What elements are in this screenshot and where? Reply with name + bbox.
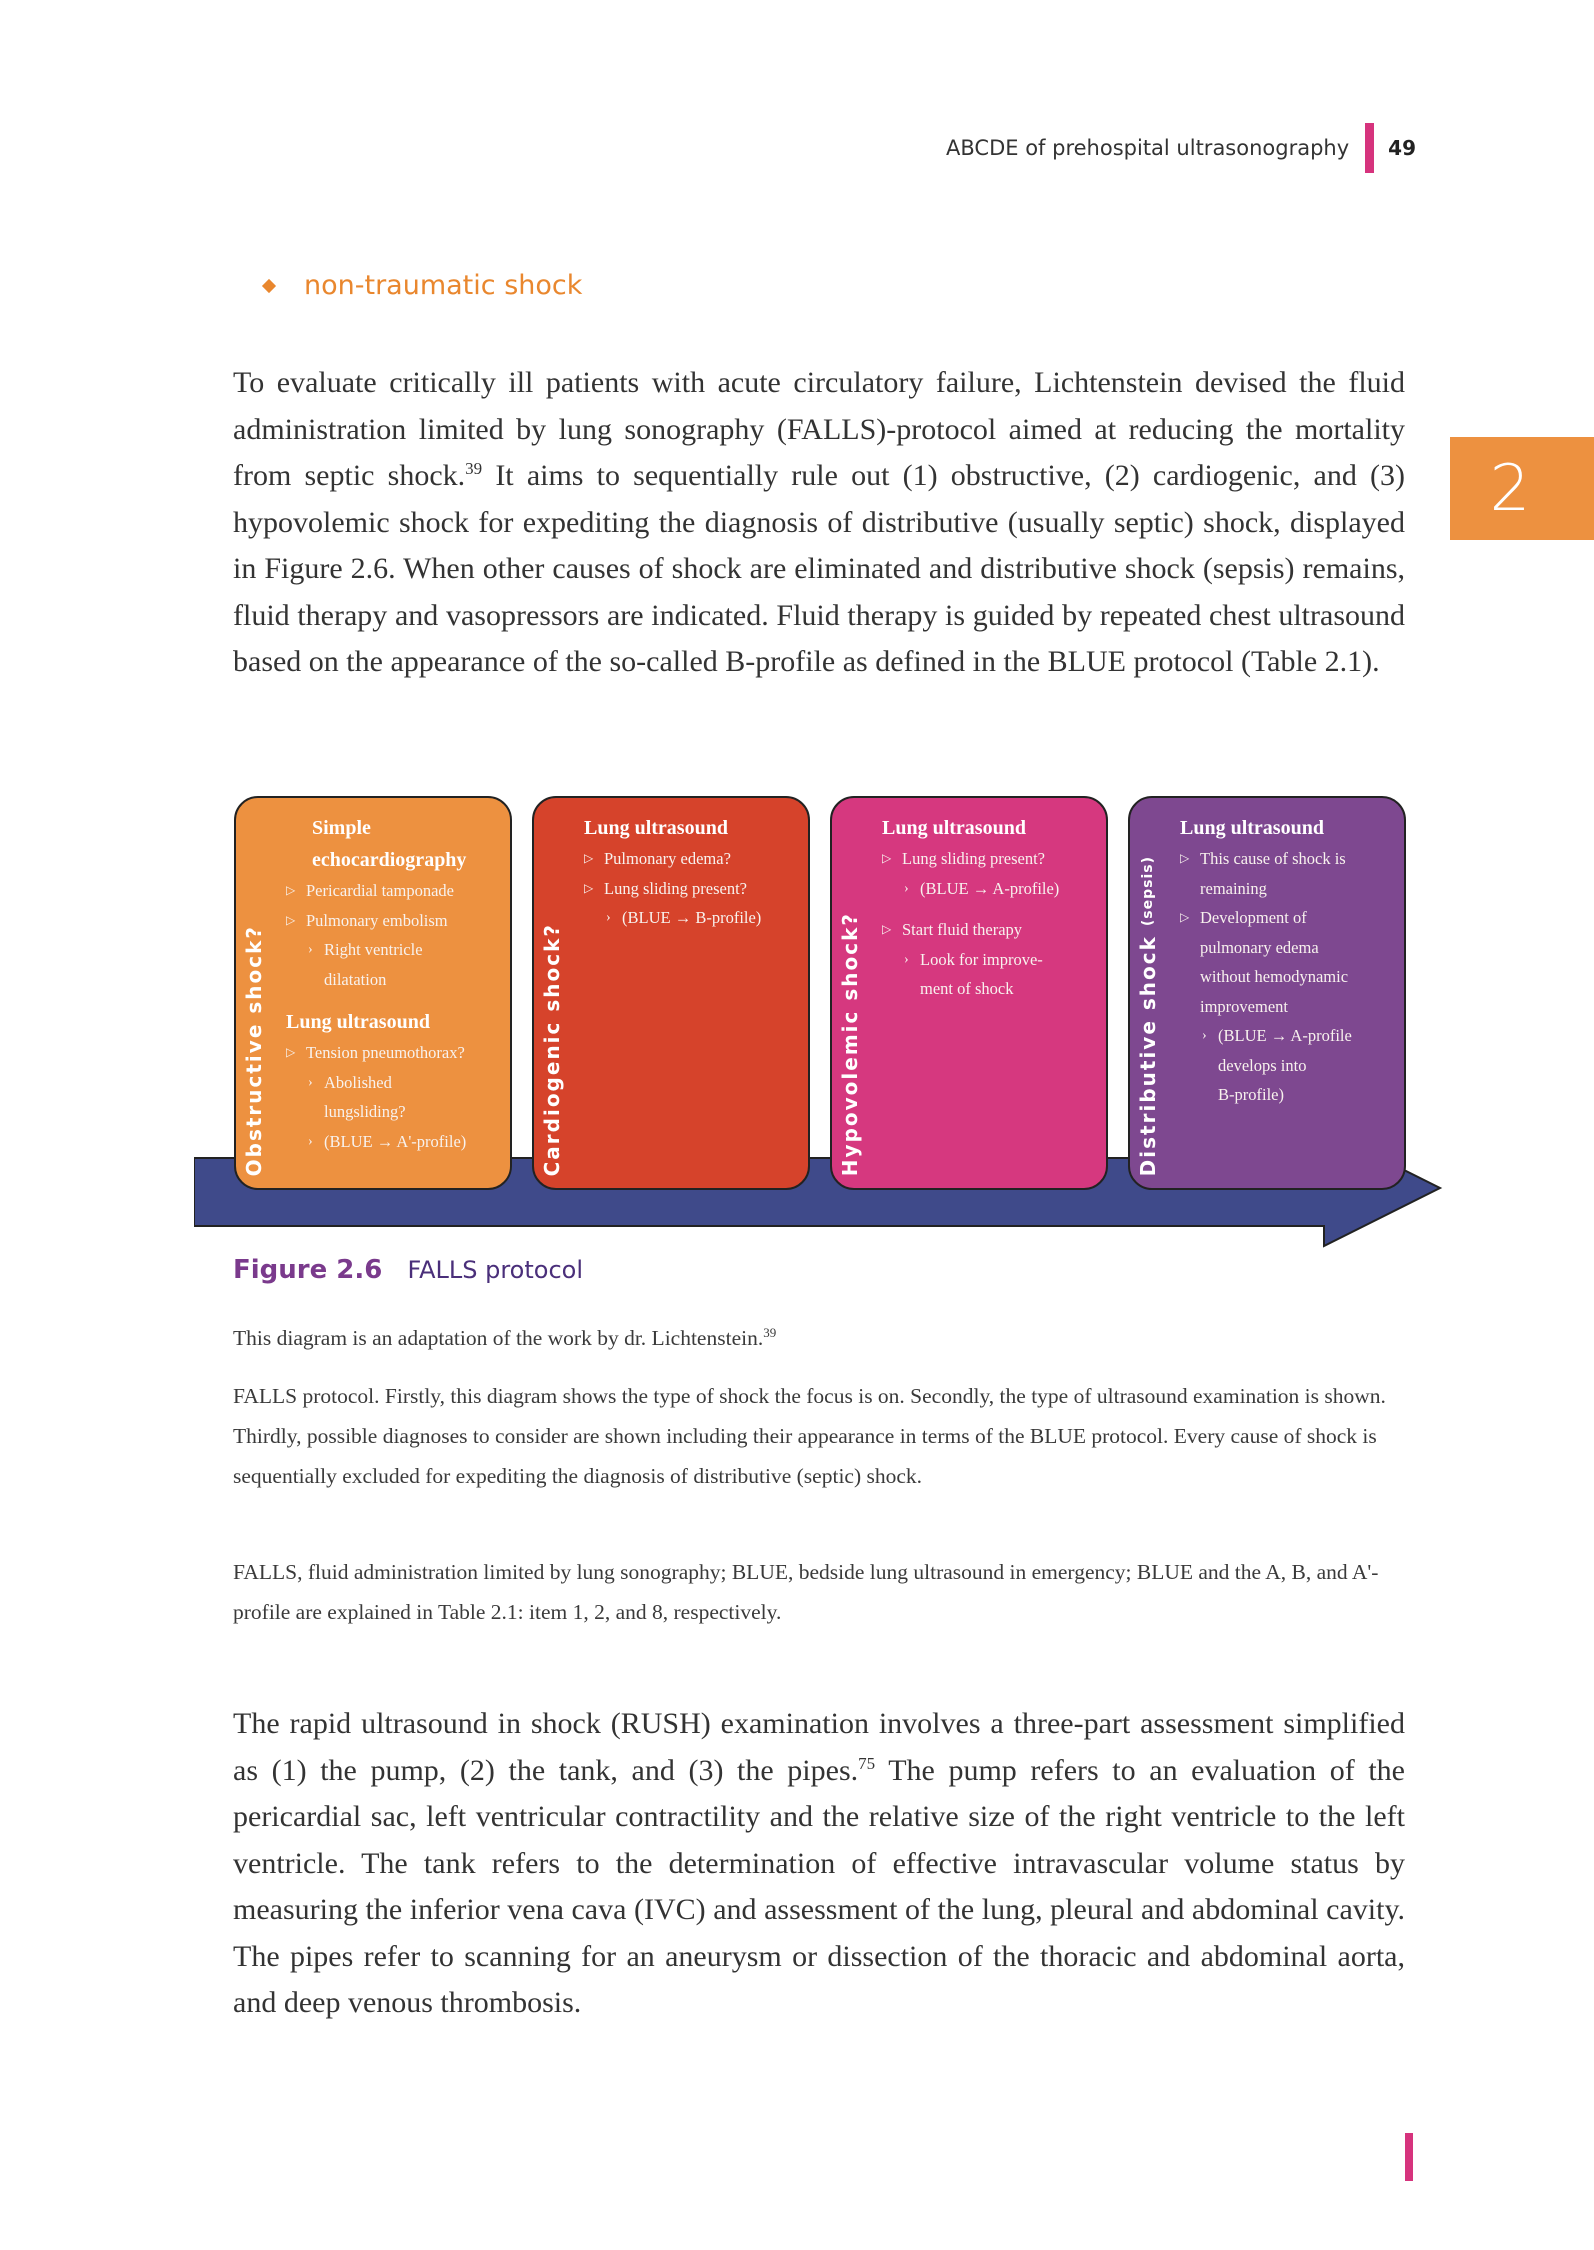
box-subitem: › Look for improve-	[882, 945, 1100, 975]
box-subitem: › (BLUE → A-profile	[1180, 1021, 1398, 1051]
figure-title: FALLS protocol	[407, 1256, 583, 1284]
paragraph-text: It aims to sequentially rule out (1) obstructive, (2) cardiogenic, and (3) hypovolemic shock for expediting the diagnosis of distributive (usually septic) shock, displayed in Figure 2.6. When other causes of shock are eliminated and distributive shock (sepsis) remains, fluid therapy and vasopressors are indicated. Fluid therapy is guided by repeated chest ultrasound based on the appearance of the so-called B-profile as defined in the BLUE protocol (Table 2.1).	[233, 459, 1405, 678]
box-subitem-continued: ment of shock	[920, 979, 1014, 998]
vertical-label-small: (sepsis)	[1140, 855, 1156, 926]
box-item: ▷ Pulmonary edema?	[584, 844, 802, 874]
citation-ref: 39	[465, 459, 483, 478]
figure-note-abbreviations: FALLS, fluid administration limited by lung sonography; BLUE, bedside lung ultrasound in emergency; BLUE and the A, B, and A'-profile are explained in Table 2.1: item 1, 2, and 8, respectively.	[233, 1560, 1379, 1624]
paragraph-text: The rapid ultrasound in shock (RUSH) examination involves a three-part assessment simplified as (1) the pump, (2) the tank, and (3) the pipes.	[233, 1707, 1405, 1787]
paragraph-text: To evaluate critically ill patients with acute circulatory failure, Lichtenstein devised the fluid administration limited by lung sonography (FALLS)-protocol aimed at reducing the mortality from septic shock.	[233, 366, 1405, 492]
note-text: This diagram is an adaptation of the work by dr. Lichtenstein.	[233, 1326, 764, 1350]
box-item-continued: remaining	[1200, 878, 1267, 898]
box-item-continued: improvement	[1200, 996, 1288, 1016]
box-heading: Lung ultrasound	[1180, 817, 1324, 839]
box-item: ▷ Pericardial tamponade	[286, 876, 504, 906]
vertical-label-main: Distributive shock	[1136, 934, 1160, 1176]
figure-number: Figure 2.6	[233, 1255, 383, 1285]
box-heading: Lung ultrasound	[286, 1011, 430, 1033]
diamond-bullet-icon	[262, 278, 276, 292]
vertical-label: Obstructive shock?	[242, 924, 266, 1176]
section-title: non-traumatic shock	[304, 270, 583, 301]
running-title: ABCDE of prehospital ultrasonography	[946, 136, 1350, 160]
footer-accent-bar	[1405, 2133, 1413, 2181]
box-subitem-continued: B-profile)	[1218, 1085, 1284, 1104]
falls-protocol-diagram	[194, 790, 1444, 1260]
vertical-label: Cardiogenic shock?	[540, 922, 564, 1176]
obstructive-shock-box	[234, 796, 512, 1190]
figure-note-source	[233, 1318, 1405, 1358]
box-heading: Lung ultrasound	[882, 817, 1026, 839]
box-item: ▷ Lung sliding present?	[584, 874, 802, 904]
box-item-continued: without hemodynamic	[1200, 967, 1349, 986]
box-subitem: › (BLUE → B-profile)	[584, 903, 802, 933]
running-header	[946, 128, 1416, 168]
box-subitem: › Abolished	[286, 1068, 504, 1098]
vertical-label	[1136, 856, 1160, 1176]
box-item: ▷ Start fluid therapy	[882, 915, 1100, 945]
chapter-tab: 2	[1450, 437, 1594, 540]
box-subitem: › (BLUE → A-profile)	[882, 874, 1100, 904]
box-subitem: › (BLUE → A'-profile)	[286, 1127, 504, 1157]
paragraph-text: The pump refers to an evaluation of the pericardial sac, left ventricular contractility and the relative size of the right ventricle to the left ventricle. The tank refers to the determination of effective intravascular volume status by measuring the inferior vena cava (IVC) and assessment of the lung, pleural and abdominal cavity. The pipes refer to scanning for an aneurysm or dissection of the thoracic and abdominal aorta, and deep venous thrombosis.	[233, 1753, 1405, 2019]
box-subitem: › Right ventricle	[286, 935, 504, 965]
box-item-continued: pulmonary edema	[1200, 937, 1319, 957]
header-accent-bar	[1365, 123, 1374, 173]
citation-ref: 39	[763, 1324, 777, 1340]
box-item: ▷ Tension pneumothorax?	[286, 1038, 504, 1068]
box-subitem-continued: develops into	[1218, 1055, 1307, 1075]
page-number: 49	[1388, 136, 1416, 160]
vertical-label: Hypovolemic shock?	[838, 911, 862, 1176]
box-item: ▷ Pulmonary embolism	[286, 906, 504, 936]
citation-ref: 75	[858, 1753, 876, 1773]
section-bullet-heading	[264, 270, 582, 301]
cardiogenic-shock-box	[532, 796, 810, 1190]
box-item: ▷ This cause of shock is	[1180, 844, 1398, 874]
body-paragraph-falls	[233, 360, 1405, 686]
box-item: ▷ Lung sliding present?	[882, 844, 1100, 874]
hypovolemic-shock-box	[830, 796, 1108, 1190]
distributive-shock-box	[1128, 796, 1406, 1190]
box-heading: Simple echocardiography	[312, 817, 467, 871]
box-subitem-continued: dilatation	[324, 969, 387, 989]
body-paragraph-rush	[233, 1701, 1405, 2027]
box-subitem-continued: lungsliding?	[324, 1102, 406, 1121]
box-heading: Lung ultrasound	[584, 817, 728, 839]
box-item: ▷ Development of	[1180, 903, 1398, 933]
figure-note-description: FALLS protocol. Firstly, this diagram shows the type of shock the focus is on. Secondly, the type of ultrasound examination is shown. Thirdly, possible diagnoses to consider are shown including their appearance in terms of the BLUE protocol. Every cause of shock is sequentially excluded for expediting the diagnosis of distributive (septic) shock.	[233, 1384, 1386, 1488]
figure-caption	[233, 1255, 583, 1285]
